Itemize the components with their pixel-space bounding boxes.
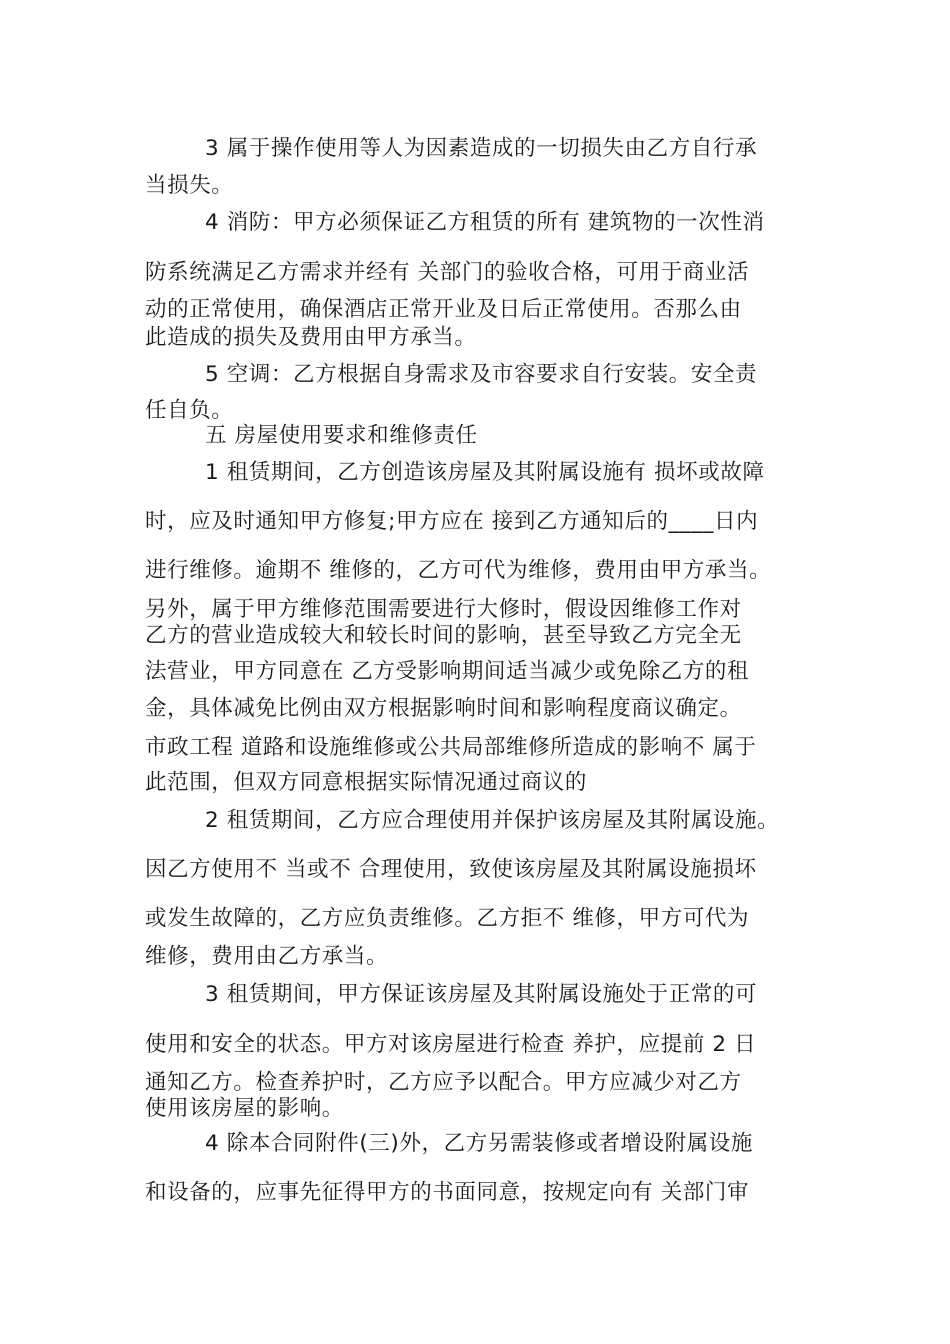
text-line: 2 租赁期间，乙方应合理使用并保护该房屋及其附属设施。 bbox=[205, 808, 780, 833]
text-line: 此造成的损失及费用由甲方承当。 bbox=[145, 325, 477, 350]
text-line: 金，具体减免比例由双方根据影响时间和影响程度商议确定。 bbox=[145, 696, 742, 721]
text-line: 动的正常使用，确保酒店正常开业及日后正常使用。否那么由 bbox=[145, 297, 742, 322]
text-line: 乙方的营业造成较大和较长时间的影响，甚至导致乙方完全无 bbox=[145, 623, 742, 648]
text-line: 时，应及时通知甲方修复;甲方应在 接到乙方通知后的____日内 bbox=[145, 509, 759, 534]
text-line: 当损失。 bbox=[145, 173, 234, 198]
text-line: 5 空调：乙方根据自身需求及市容要求自行安装。安全责 bbox=[205, 362, 758, 387]
text-line: 4 消防：甲方必须保证乙方租赁的所有 建筑物的一次性消 bbox=[205, 210, 765, 235]
text-line: 另外，属于甲方维修范围需要进行大修时，假设因维修工作对 bbox=[145, 597, 742, 622]
text-line: 防系统满足乙方需求并经有 关部门的验收合格，可用于商业活 bbox=[145, 260, 750, 285]
text-line: 因乙方使用不 当或不 合理使用，致使该房屋及其附属设施损坏 bbox=[145, 857, 757, 882]
text-line: 使用该房屋的影响。 bbox=[145, 1096, 344, 1121]
section-heading: 五 房屋使用要求和维修责任 bbox=[205, 423, 478, 448]
text-line: 任自负。 bbox=[145, 398, 234, 423]
text-line: 1 租赁期间，乙方创造该房屋及其附属设施有 损坏或故障 bbox=[205, 460, 765, 485]
text-line: 3 租赁期间，甲方保证该房屋及其附属设施处于正常的可 bbox=[205, 982, 758, 1007]
text-line: 法营业，甲方同意在 乙方受影响期间适当减少或免除乙方的租 bbox=[145, 659, 750, 684]
text-line: 市政工程 道路和设施维修或公共局部维修所造成的影响不 属于 bbox=[145, 735, 757, 760]
text-line: 4 除本合同附件(三)外，乙方另需装修或者增设附属设施 bbox=[205, 1131, 753, 1156]
text-line: 使用和安全的状态。甲方对该房屋进行检查 养护，应提前 2 日 bbox=[145, 1032, 757, 1057]
text-line: 进行维修。逾期不 维修的，乙方可代为维修，费用由甲方承当。 bbox=[145, 558, 772, 583]
text-line: 通知乙方。检查养护时，乙方应予以配合。甲方应减少对乙方 bbox=[145, 1070, 742, 1095]
text-line: 3 属于操作使用等人为因素造成的一切损失由乙方自行承 bbox=[205, 136, 758, 161]
text-line: 维修，费用由乙方承当。 bbox=[145, 944, 389, 969]
text-line: 此范围，但双方同意根据实际情况通过商议的 bbox=[145, 770, 588, 795]
text-line: 和设备的，应事先征得甲方的书面同意，按规定向有 关部门审 bbox=[145, 1180, 750, 1205]
text-line: 或发生故障的，乙方应负责维修。乙方拒不 维修，甲方可代为 bbox=[145, 906, 750, 931]
